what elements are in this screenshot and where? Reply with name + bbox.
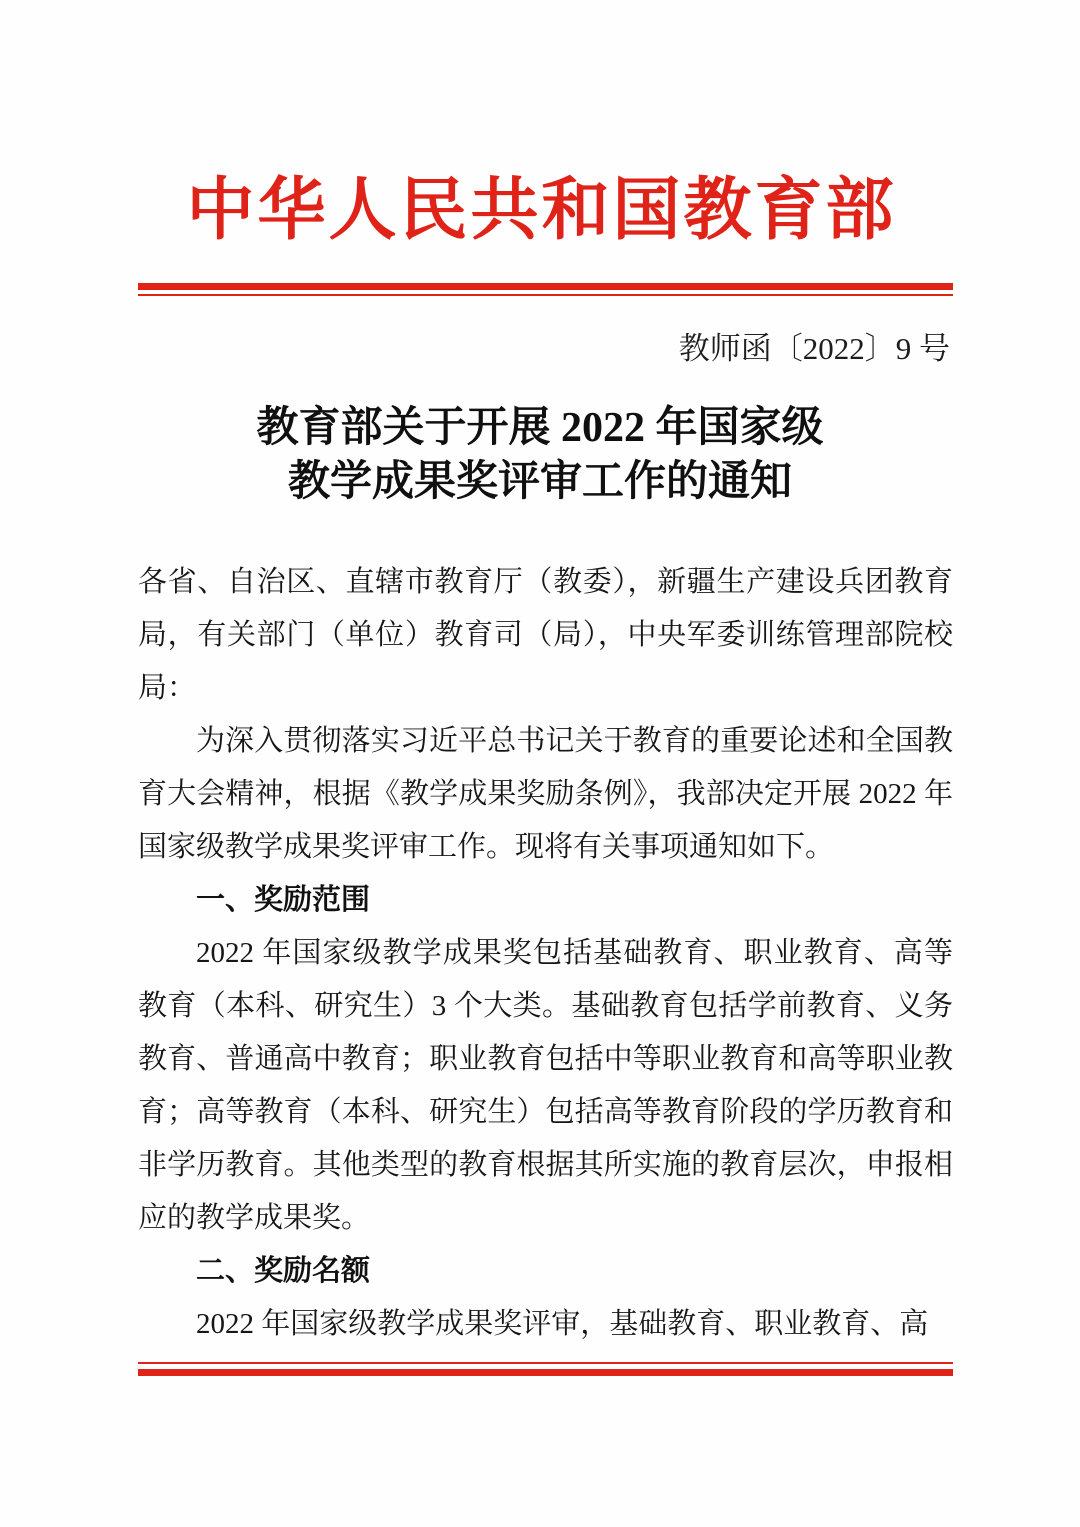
notice-title	[0, 401, 1080, 509]
letterhead	[0, 172, 1080, 369]
notice-title-line2: 教学成果奖评审工作的通知	[287, 459, 792, 505]
notice-body	[138, 556, 953, 1351]
divider-thick-line	[138, 283, 953, 290]
divider-thin-line	[138, 294, 953, 296]
section-heading: 二、奖励名额	[196, 1255, 371, 1287]
body-paragraph: 2022 年国家级教学成果奖包括基础教育、职业教育、高等教育（本科、研究生）3 个大类。基础教育包括学前教育、义务教育、普通高中教育；职业教育包括中等职业教育和高等职业教育；高等教育（本科、研究生）包括高等教育阶段的学历教育和非学历教育。其他类型的教育根据其所实施的教育层次，申报相应的教学成果奖。	[138, 937, 953, 1234]
notice-title-line1: 教育部关于开展 2022 年国家级	[256, 405, 824, 451]
section-heading: 一、奖励范围	[196, 884, 371, 916]
letterhead-divider	[138, 283, 953, 296]
body-paragraph: 2022 年国家级教学成果奖评审，基础教育、职业教育、高	[196, 1308, 929, 1340]
doc-number: 教师函〔2022〕9 号	[678, 331, 950, 366]
agency-name: 中华人民共和国教育部	[186, 172, 897, 248]
footer-divider	[138, 1362, 953, 1376]
body-paragraph: 各省、自治区、直辖市教育厅（教委），新疆生产建设兵团教育局，有关部门（单位）教育司（局），中央军委训练管理部院校局：	[138, 566, 953, 704]
body-paragraph: 为深入贯彻落实习近平总书记关于教育的重要论述和全国教育大会精神，根据《教学成果奖励条例》，我部决定开展 2022 年国家级教学成果奖评审工作。现将有关事项通知如下。	[138, 725, 953, 863]
divider-thick-line	[138, 1369, 953, 1376]
divider-thin-line	[138, 1362, 953, 1364]
